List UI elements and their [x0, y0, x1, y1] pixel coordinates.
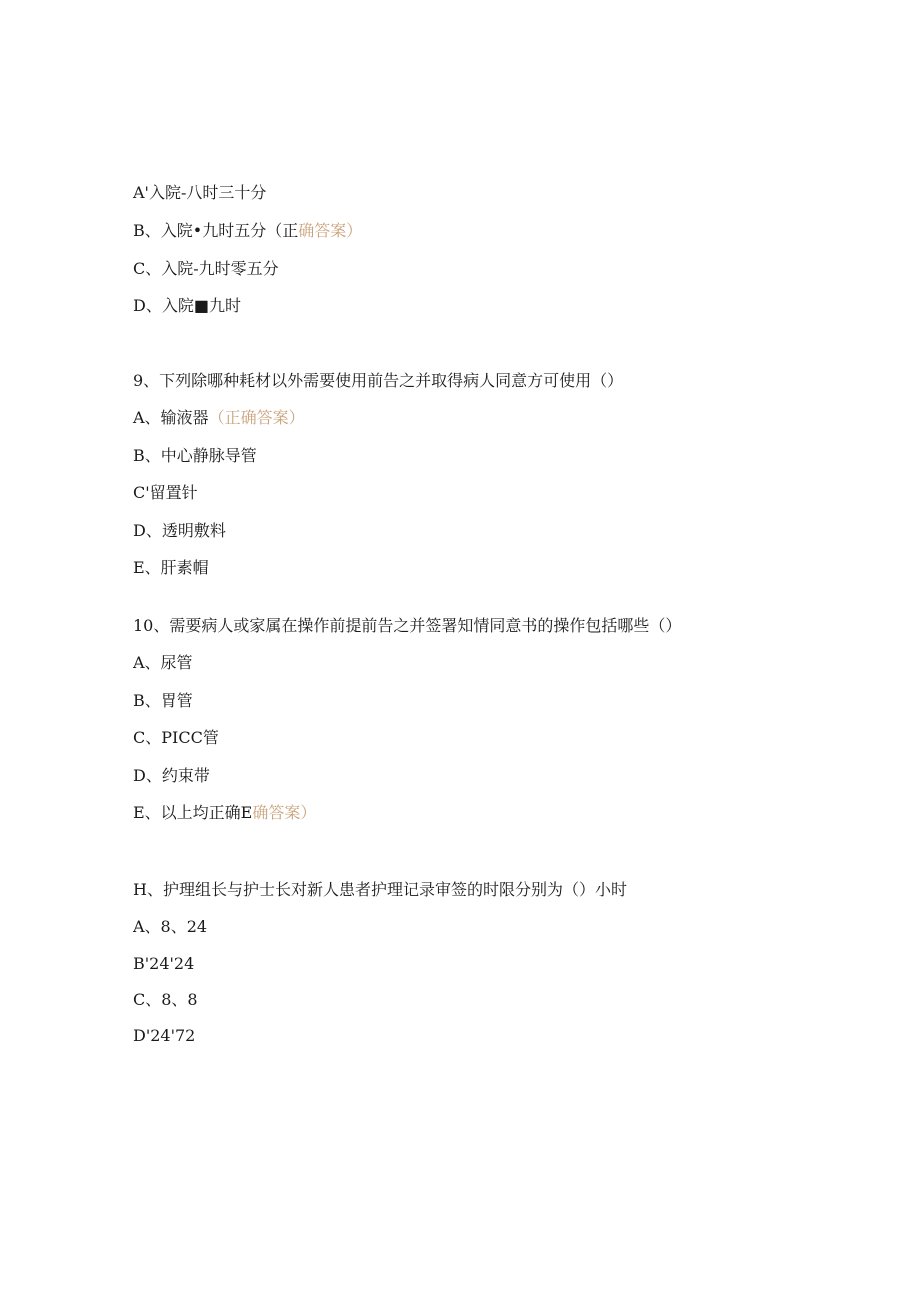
- q10-option-d: [133, 765, 210, 787]
- q9-option-a-text: A、输液器: [133, 408, 209, 427]
- q9-question: [133, 370, 623, 392]
- q11-option-b-text: B'24'24: [133, 954, 195, 973]
- q8-option-b-text: B、入院•九时五分（正: [133, 221, 299, 240]
- q10-option-c: [133, 727, 219, 749]
- q11-question-text: H、护理组长与护士长对新人患者护理记录审签的时限分别为（）小时: [133, 880, 627, 899]
- q8-option-d: [133, 295, 241, 317]
- q10-option-d-text: D、约束带: [133, 766, 210, 785]
- q8-option-c-text: C、入院-九时零五分: [133, 259, 279, 278]
- q10-question-text: 10、需要病人或家属在操作前提前告之并签署知情同意书的操作包括哪些（）: [133, 616, 682, 635]
- q11-option-b: [133, 953, 194, 975]
- q9-option-b: [133, 445, 257, 467]
- q9-option-a: [133, 407, 305, 429]
- q9-option-b-text: B、中心静脉导管: [133, 446, 257, 465]
- q8-option-b-answer-mark: 确答案）: [298, 221, 363, 240]
- q10-option-e-text: E、以上均正确E: [133, 803, 253, 822]
- q9-option-d-text: D、透明敷料: [133, 521, 226, 540]
- q8-option-c: [133, 258, 279, 280]
- q11-option-a-text: A、8、24: [133, 917, 208, 936]
- q10-option-a: [133, 652, 193, 674]
- q11-option-d-text: D'24'72: [133, 1026, 196, 1045]
- q11-option-d: [133, 1025, 195, 1047]
- q10-option-b: [133, 690, 193, 712]
- q9-option-c: [133, 482, 198, 504]
- q11-option-c-text: C、8、8: [133, 990, 198, 1009]
- q9-option-e-text: E、肝素帽: [133, 558, 209, 577]
- q11-option-a: [133, 916, 207, 938]
- q11-question: [133, 879, 627, 901]
- q10-option-e: [133, 802, 316, 824]
- q9-option-a-answer-mark: （正确答案）: [208, 408, 305, 427]
- q9-option-c-text: C'留置针: [133, 483, 198, 502]
- q8-option-d-text: D、入院■九时: [133, 296, 241, 315]
- q11-option-c: [133, 989, 198, 1011]
- q9-question-text: 9、下列除哪种耗材以外需要使用前告之并取得病人同意方可使用（）: [133, 371, 624, 390]
- q9-option-d: [133, 520, 226, 542]
- q10-option-c-text: C、PICC管: [133, 728, 219, 747]
- q8-option-a-text: A'入院-八时三十分: [133, 183, 267, 202]
- q9-option-e: [133, 557, 209, 579]
- q8-option-a: [133, 182, 266, 204]
- q10-option-e-answer-mark: 确答案）: [252, 803, 317, 822]
- q8-option-b: [133, 220, 362, 242]
- q10-question: [133, 615, 681, 637]
- q10-option-b-text: B、胃管: [133, 691, 193, 710]
- q10-option-a-text: A、尿管: [133, 653, 193, 672]
